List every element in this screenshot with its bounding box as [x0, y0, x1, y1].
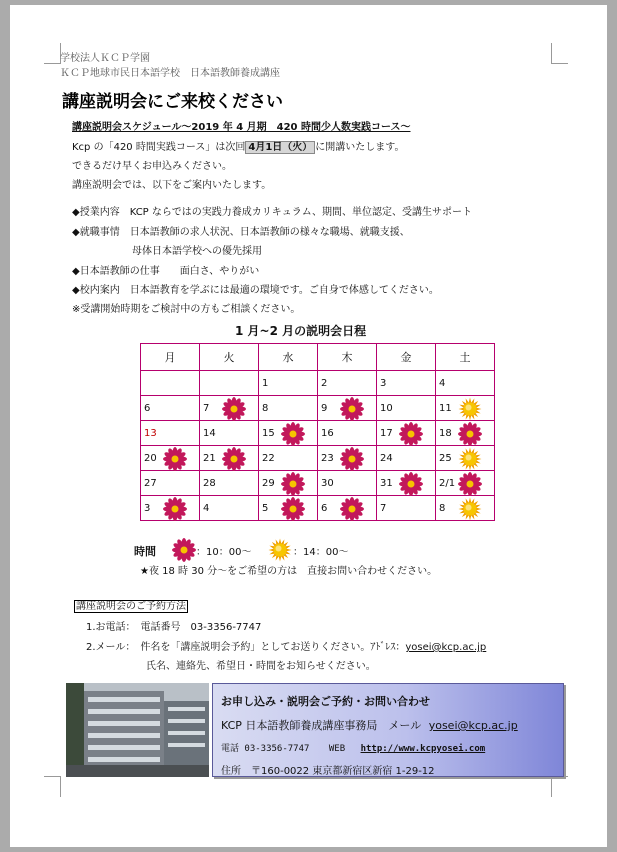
calendar-day-cell	[141, 396, 200, 421]
calendar-day-number: 9	[321, 402, 328, 414]
calendar-day-number: 7	[203, 402, 210, 414]
reservation-label-text: 講座説明会のご予約方法	[76, 601, 186, 612]
calendar-day-number: 25	[439, 452, 452, 464]
calendar-day-number: 4	[203, 502, 210, 514]
contact-office-text: KCP 日本語教師養成講座事務局 メール	[221, 719, 422, 732]
calendar-day-cell	[318, 421, 377, 446]
document-page	[10, 5, 607, 847]
calendar-header-row	[141, 344, 495, 371]
calendar-day-cell	[259, 421, 318, 446]
calendar-body	[141, 371, 495, 521]
calendar-day-cell	[377, 421, 436, 446]
reservation-mail-note: 氏名、連絡先、希望日・時間をお知らせください。	[146, 661, 376, 672]
calendar-weekday-header: 月	[141, 344, 200, 371]
calendar-day-cell	[259, 496, 318, 521]
calendar-day-cell	[259, 446, 318, 471]
sun-time: ：14：00～	[293, 547, 349, 558]
calendar-day-cell	[259, 371, 318, 396]
calendar-day-number: 3	[144, 502, 151, 514]
calendar-day-cell	[377, 396, 436, 421]
evening-note: ★夜 18 時 30 分～をご希望の方は 直接お問い合わせください。	[140, 566, 438, 577]
calendar-day-cell	[436, 396, 495, 421]
calendar-day-number: 2/1	[439, 477, 456, 489]
calendar-day-cell	[200, 446, 259, 471]
calendar-day-cell	[318, 471, 377, 496]
calendar-day-number: 29	[262, 477, 275, 489]
calendar-day-number: 3	[380, 377, 387, 389]
reservation-mail-text: 2.メール： 件名を「講座説明会予約」としてお送りください。ｱﾄﾞﾚｽ：	[86, 642, 406, 653]
calendar-weekday-header: 土	[436, 344, 495, 371]
calendar-day-number: 8	[439, 502, 446, 514]
contact-address: 住所 〒160-0022 東京都新宿区新宿 1-29-12	[221, 766, 435, 777]
calendar-week-row	[141, 496, 495, 521]
topic-item: 母体日本語学校への優先採用	[72, 246, 262, 257]
calendar-day-cell	[377, 371, 436, 396]
calendar-week-row	[141, 471, 495, 496]
calendar-day-number: 10	[380, 402, 393, 414]
crop-mark-top-left	[44, 43, 61, 64]
topic-item: ◆日本語教師の仕事 面白さ、やりがい	[72, 266, 260, 277]
calendar-day-number: 14	[203, 427, 216, 439]
sun-icon	[458, 497, 482, 524]
contact-banner	[66, 683, 564, 777]
calendar-day-number: 2	[321, 377, 328, 389]
calendar-day-number: 21	[203, 452, 216, 464]
calendar-week-row	[141, 396, 495, 421]
calendar-day-cell	[377, 471, 436, 496]
calendar-day-cell	[436, 471, 495, 496]
contact-email-link[interactable]: yosei@kcp.ac.jp	[428, 719, 518, 732]
reservation-mail	[86, 638, 486, 653]
calendar-day-cell	[200, 421, 259, 446]
contact-box	[212, 683, 564, 777]
calendar-day-cell	[318, 446, 377, 471]
calendar-week-row	[141, 421, 495, 446]
calendar-weekday-header: 金	[377, 344, 436, 371]
contact-phone: 電話 03-3356-7747	[221, 744, 310, 754]
calendar-day-cell	[141, 496, 200, 521]
intro-paragraph-3: 講座説明会では、以下をご案内いたします。	[72, 180, 272, 191]
calendar-day-cell	[436, 496, 495, 521]
calendar-day-number: 31	[380, 477, 393, 489]
reservation-mail-link[interactable]: yosei@kcp.ac.jp	[405, 642, 487, 653]
calendar-day-number: 8	[262, 402, 269, 414]
calendar-day-cell	[436, 446, 495, 471]
calendar-day-number: 22	[262, 452, 275, 464]
intro-text-a: Kcp の「420 時間実践コース」は次回	[72, 142, 246, 153]
calendar-day-number: 28	[203, 477, 216, 489]
topic-note: ※受講開始時期をご検討中の方もご相談ください。	[72, 304, 301, 315]
calendar-day-number: 30	[321, 477, 334, 489]
calendar-day-number: 1	[262, 377, 269, 389]
calendar-day-cell	[259, 471, 318, 496]
calendar-day-number: 17	[380, 427, 393, 439]
flower-icon	[281, 497, 305, 524]
header-line-2: ＫＣＰ地球市民日本語学校 日本語教師養成講座	[60, 68, 280, 79]
contact-phone-web	[221, 741, 485, 754]
reservation-phone: 1.お電話： 電話番号 03-3356-7747	[86, 622, 262, 633]
calendar-day-cell	[259, 396, 318, 421]
calendar-day-cell	[141, 471, 200, 496]
calendar-day-cell	[200, 371, 259, 396]
calendar-day-number: 16	[321, 427, 334, 439]
reservation-label	[74, 597, 188, 612]
calendar-day-cell	[200, 471, 259, 496]
flower-time: ：10：00～	[196, 547, 252, 558]
calendar-weekday-header: 水	[259, 344, 318, 371]
calendar-day-cell	[377, 446, 436, 471]
calendar-day-number: 24	[380, 452, 393, 464]
calendar-day-cell	[436, 421, 495, 446]
calendar-day-cell	[200, 496, 259, 521]
topic-item: ◆授業内容 KCP ならではの実践力養成カリキュラム、期間、単位認定、受講生サポート	[72, 207, 472, 218]
calendar-day-cell	[318, 371, 377, 396]
calendar-day-number: 27	[144, 477, 157, 489]
calendar-week-row	[141, 371, 495, 396]
calendar-day-number: 13	[144, 427, 157, 439]
contact-office	[221, 717, 518, 733]
calendar-day-number: 20	[144, 452, 157, 464]
calendar-day-cell	[318, 396, 377, 421]
crop-mark-top-right	[551, 43, 568, 64]
calendar-day-number: 4	[439, 377, 446, 389]
crop-mark-bottom-right	[551, 776, 568, 797]
building-photo	[66, 683, 209, 777]
intro-text-b: に開講いたします。	[315, 142, 405, 153]
calendar-day-number: 5	[262, 502, 269, 514]
calendar-title: 1 月~2 月の説明会日程	[235, 324, 367, 338]
calendar-day-number: 15	[262, 427, 275, 439]
calendar-week-row	[141, 446, 495, 471]
calendar-day-cell	[200, 396, 259, 421]
flower-icon	[163, 497, 187, 524]
calendar-day-number: 18	[439, 427, 452, 439]
time-label: 時間	[134, 545, 156, 558]
crop-mark-bottom-left	[44, 776, 61, 797]
calendar-day-cell	[377, 496, 436, 521]
start-date-highlight: 4月1日（火）	[245, 141, 315, 154]
calendar-day-number: 7	[380, 502, 387, 514]
calendar-day-number: 6	[144, 402, 151, 414]
calendar-day-cell	[318, 496, 377, 521]
calendar-table	[140, 343, 495, 521]
contact-web-label: WEB	[328, 744, 346, 754]
calendar-day-cell	[141, 371, 200, 396]
contact-heading: お申し込み・説明会ご予約・お問い合わせ	[221, 695, 430, 708]
intro-paragraph-1	[72, 138, 404, 153]
calendar-day-number: 11	[439, 402, 452, 414]
contact-web-link[interactable]: http://www.kcpyosei.com	[360, 744, 486, 754]
intro-paragraph-2: できるだけ早くお申込みください。	[72, 161, 232, 172]
header-line-1: 学校法人ＫＣＰ学園	[60, 53, 150, 64]
building-photo-illustration	[66, 683, 209, 777]
page-title: 講座説明会にご来校ください	[62, 92, 283, 112]
topic-item: ◆校内案内 日本語教育を学ぶには最適の環境です。ご自身で体感してください。	[72, 285, 439, 296]
calendar-day-cell	[436, 371, 495, 396]
calendar-day-cell	[141, 421, 200, 446]
calendar-weekday-header: 木	[318, 344, 377, 371]
topic-item: ◆就職事情 日本語教師の求人状況、日本語教師の様々な職場、就職支援、	[72, 227, 410, 238]
calendar-weekday-header: 火	[200, 344, 259, 371]
calendar-day-number: 23	[321, 452, 334, 464]
calendar-day-number: 6	[321, 502, 328, 514]
schedule-heading: 講座説明会スケジュール～2019 年 4 月期 420 時間少人数実践コース～	[72, 122, 411, 133]
flower-icon	[340, 497, 364, 524]
calendar-day-cell	[141, 446, 200, 471]
